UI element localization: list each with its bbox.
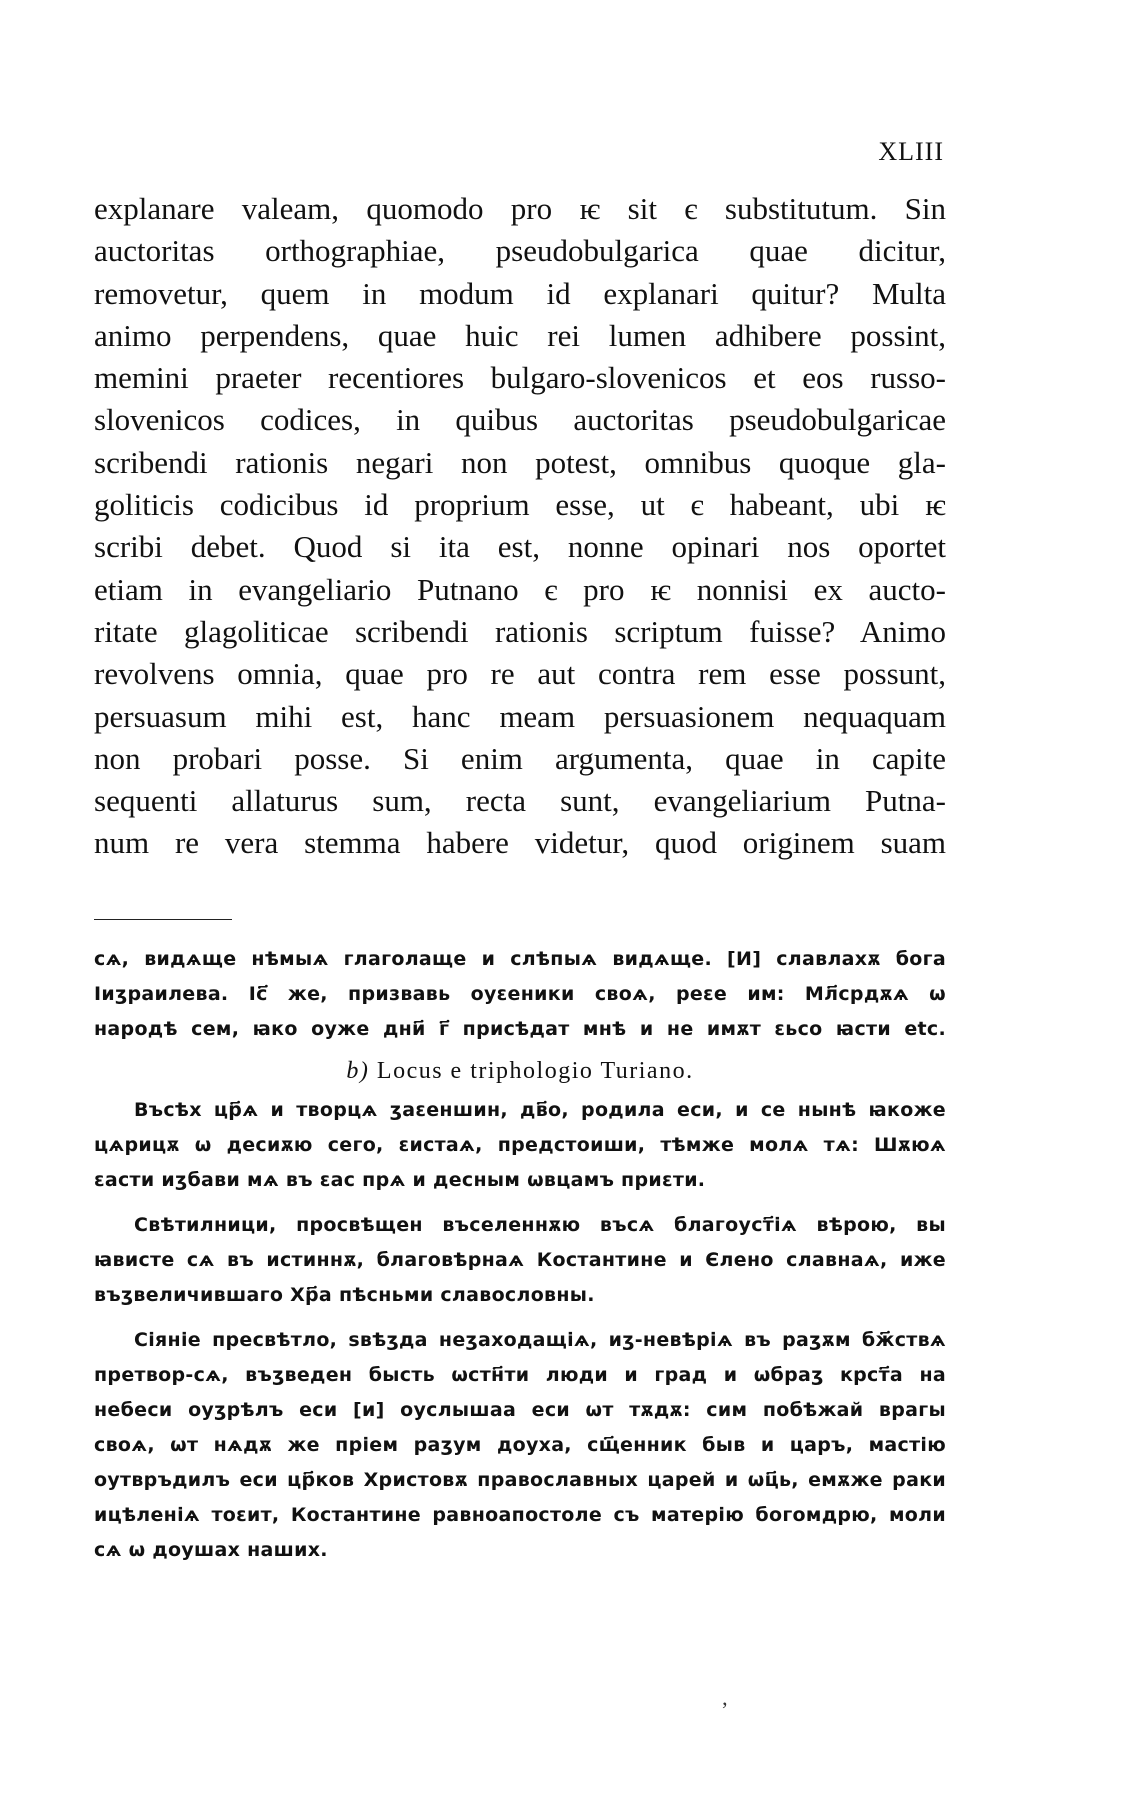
- quotation-line: Въсѣх цр҃ѧ и творцѧ ӡаԑеншин, дв҃о, родила еси, и се нынѣ ꙗкоже: [134, 1099, 946, 1121]
- quotation-line: Іиӡраилева. Іс҃ же, призвавь оуԑеники своѧ, реԑе им: Мл҃срдѫѧ ѡ: [94, 983, 946, 1005]
- quotation-line: небеси оуӡрѣлъ еси [и] оуслышаа еси ѡт тѫдѫ: сим побѣжай врагы: [94, 1399, 946, 1421]
- slavonic-quotations: [94, 942, 946, 1568]
- text-line: removetur, quem in modum id explanari quitur? Multa: [94, 275, 946, 311]
- text-line: ritate glagoliticae scribendi rationis scriptum fuisse? Animo: [94, 613, 946, 649]
- text-line: non probari posse. Si enim argumenta, quae in capite: [94, 740, 946, 776]
- stray-mark: ’: [721, 1697, 729, 1722]
- text-line: animo perpendens, quae huic rei lumen adhibere possint,: [94, 317, 946, 353]
- quotation-line: сѧ, видѧще нѣмыѧ глаголаще и слѣпыѧ видѧще. [И] славлахѫ бога: [94, 948, 946, 970]
- text-line: sequenti allaturus sum, recta sunt, evangeliarium Putna-: [94, 783, 946, 819]
- quotation-block-a: [94, 942, 946, 1047]
- text-line: num re vera stemma habere videtur, quod originem suam: [94, 825, 946, 861]
- quotation-line: претвор-сѧ, въӡведен бысть ѡстн҃ти люди и град и ѡбраӡ крст҃а на: [94, 1364, 946, 1386]
- main-latin-text: [94, 188, 946, 865]
- quotation-line: ԑасти иӡбави мѧ въ ԑас прѧ и десным ѡвцамъ приԑти.: [94, 1169, 706, 1191]
- text-line: scribendi rationis negari non potest, omnibus quoque gla-: [94, 444, 946, 480]
- text-line: goliticis codicibus id proprium esse, ut є habeant, ubi ѥ: [94, 487, 946, 523]
- text-line: slovenicos codices, in quibus auctoritas pseudobulgaricae: [94, 402, 946, 438]
- quotation-line: цѧрицѫ ѡ десиѫю сего, ԑистаѧ, предстоиши, тѣмже молѧ тѧ: Шѫюѧ: [94, 1134, 946, 1156]
- quotation-block-b1: [94, 1093, 946, 1198]
- text-line: explanare valeam, quomodo pro ѥ sit є substitutum. Sin: [94, 191, 946, 226]
- quotation-block-b3: [94, 1323, 946, 1568]
- text-line: scribi debet. Quod si ita est, nonne opinari nos oportet: [94, 529, 946, 565]
- caption-text: Locus e triphologio Turiano.: [376, 1058, 694, 1084]
- footnote-divider: [94, 919, 232, 920]
- text-line: revolvens omnia, quae pro re aut contra rem esse possunt,: [94, 656, 946, 692]
- quotation-line: въӡвеличившаго Хр҃а пѣсньми славословны.: [94, 1284, 595, 1306]
- quotation-line: ицѣленіѧ тоԑит, Костантине равноапостоле съ матерію богомдрю, моли: [94, 1504, 946, 1526]
- caption-letter: b): [346, 1058, 370, 1084]
- quotation-line: сѧ ѡ доушах наших.: [94, 1539, 328, 1561]
- quotation-line: своѧ, ѡт нѧдѫ же пріем раӡум доуха, сщ҃енник быв и царъ, мастію: [94, 1434, 946, 1456]
- quotation-line: народѣ сем, ꙗко оуже дни҃ г҃ присѣдат мнѣ и не имѫт ԑьсо ꙗсти etc.: [94, 1018, 946, 1040]
- section-caption: [94, 1051, 946, 1091]
- text-line: etiam in evangeliario Putnano є pro ѥ nonnisi ex aucto-: [94, 571, 946, 607]
- quotation-block-b2: [94, 1208, 946, 1313]
- text-line: persuasum mihi est, hanc meam persuasionem nequaquam: [94, 698, 946, 734]
- quotation-line: ꙗвисте сѧ въ истиннѫ, благовѣрнаѧ Костантине и Єлено славнаѧ, иже: [94, 1249, 946, 1271]
- text-line: auctoritas orthographiae, pseudobulgarica quae dicitur,: [94, 233, 946, 269]
- page-number: XLIII: [878, 137, 944, 166]
- quotation-line: Свѣтилници, просвѣщен въселеннѫю въсѧ благоуст҃іѧ вѣрою, вы: [134, 1214, 946, 1236]
- text-line: memini praeter recentiores bulgaro-slovenicos et eos russo-: [94, 360, 946, 396]
- quotation-line: Сіяніе пресвѣтло, ѕвѣӡда неӡаходащіѧ, иӡ-невѣріѧ въ раӡѫм бж҃ствѧ: [134, 1329, 946, 1351]
- quotation-line: оутвръдилъ еси цр҃ков Христовѫ православных царей и ѡц҃ь, емѫже раки: [94, 1469, 946, 1491]
